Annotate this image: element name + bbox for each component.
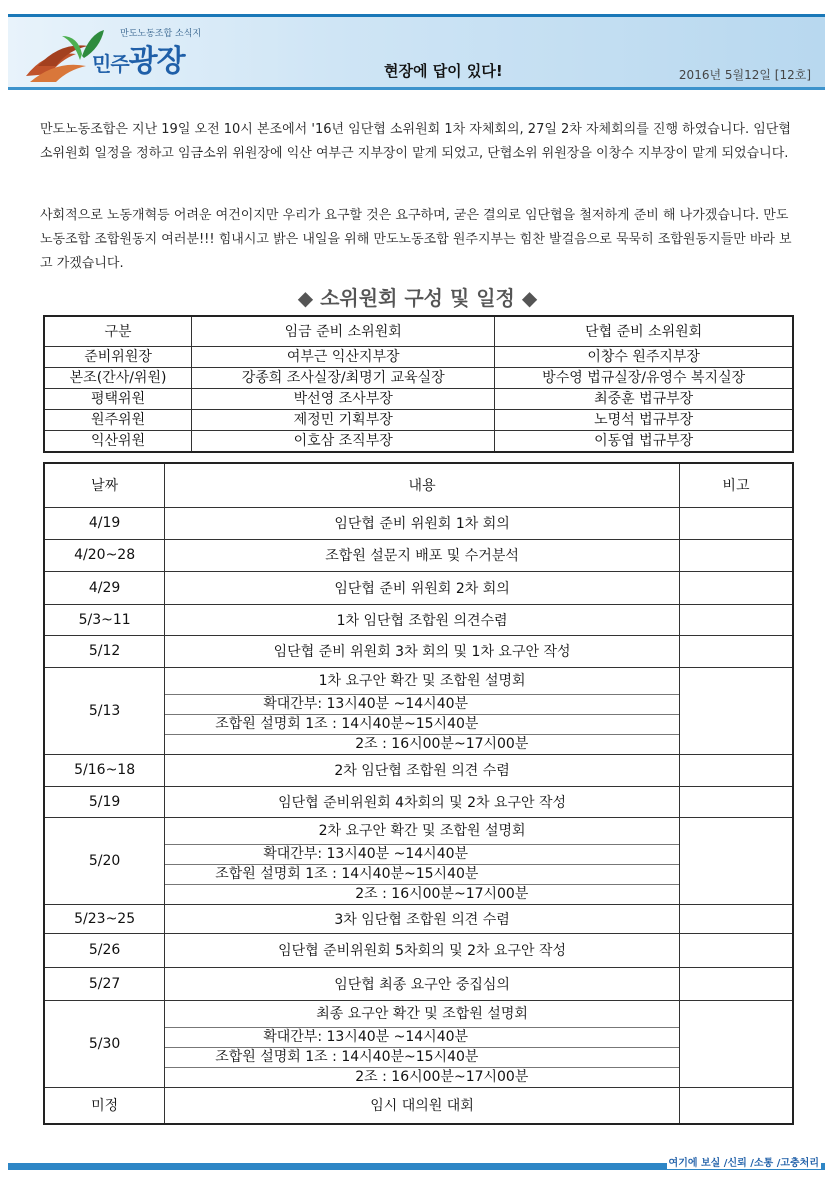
schedule-date: 5/19 <box>44 786 165 817</box>
schedule-header-cell: 비고 <box>679 463 793 507</box>
committee-cell: 이동엽 법규부장 <box>495 431 793 453</box>
committee-row <box>44 368 793 389</box>
schedule-row <box>44 539 793 571</box>
closing-paragraph: 사회적으로 노동개혁등 어려운 여건이지만 우리가 요구할 것은 요구하며, 굳은 결의로 임단협을 철저하게 준비 해 나가겠습니다. 만도노동조합 조합원동지 여러분!!! 힘내시고 밝은 내일을 위해 만도노동조합 원주지부는 힘찬 발걸음으로 묵묵히 조합원동지들만 바라 보고 가겠습니다. <box>40 208 792 271</box>
schedule-date: 4/19 <box>44 507 165 539</box>
schedule-row <box>44 786 793 817</box>
schedule-content-line: 확대간부: 13시40분 ~14시40분 <box>165 1028 679 1048</box>
issue-date: 2016년 5월12일 [12호] <box>678 68 811 82</box>
schedule-date: 5/20 <box>44 817 165 904</box>
schedule-content <box>165 667 680 754</box>
schedule-date: 5/13 <box>44 667 165 754</box>
schedule-content-line: 조합원 설명회 1조 : 14시40분~15시40분 <box>165 715 679 735</box>
committee-row <box>44 431 793 453</box>
schedule-note <box>679 507 793 539</box>
schedule-content-line: 조합원 설명회 1조 : 14시40분~15시40분 <box>165 865 679 885</box>
schedule-content: 임단협 최종 요구안 중집심의 <box>165 967 680 1000</box>
schedule-content-line: 2조 : 16시00분~17시00분 <box>355 735 529 752</box>
schedule-note <box>679 817 793 904</box>
schedule-content-line: 최종 요구안 확간 및 조합원 설명회 <box>165 1001 679 1028</box>
newsletter-header <box>8 14 825 90</box>
committee-row <box>44 410 793 431</box>
schedule-content: 임단협 준비 위원회 3차 회의 및 1차 요구안 작성 <box>165 635 680 667</box>
schedule-content: 임단협 준비위원회 5차회의 및 2차 요구안 작성 <box>165 933 680 967</box>
schedule-date: 5/30 <box>44 1000 165 1087</box>
schedule-date: 4/20~28 <box>44 539 165 571</box>
schedule-row <box>44 507 793 539</box>
header-title: 현장에 답이 있다! <box>384 62 503 80</box>
committee-header-cell: 단협 준비 소위원회 <box>495 316 793 347</box>
logo-subtitle: 만도노동조합 소식지 <box>120 29 202 39</box>
section-title: ◆ 소위원회 구성 및 일정 ◆ <box>297 286 538 310</box>
schedule-date: 미정 <box>44 1087 165 1124</box>
committee-header-cell: 구분 <box>44 316 192 347</box>
committee-cell: 익산위원 <box>44 431 192 453</box>
footer-slogan: 여기에 보실 /신뢰 /소통 /고충처리 <box>667 1154 821 1169</box>
schedule-content-line: 1차 요구안 확간 및 조합원 설명회 <box>165 668 679 695</box>
committee-row <box>44 389 793 410</box>
committee-cell: 준비위원장 <box>44 347 192 368</box>
schedule-note <box>679 539 793 571</box>
committee-cell: 강종희 조사실장/최명기 교육실장 <box>192 368 495 389</box>
schedule-note <box>679 667 793 754</box>
schedule-content-line: 조합원 설명회 1조 : 14시40분~15시40분 <box>165 1048 679 1068</box>
schedule-content-line: 2차 요구안 확간 및 조합원 설명회 <box>165 818 679 845</box>
schedule-date: 5/26 <box>44 933 165 967</box>
committee-cell: 박선영 조사부장 <box>192 389 495 410</box>
committee-row <box>44 347 793 368</box>
schedule-note <box>679 1087 793 1124</box>
schedule-note <box>679 967 793 1000</box>
schedule-content: 임단협 준비 위원회 1차 회의 <box>165 507 680 539</box>
header-top-rule <box>8 14 825 17</box>
schedule-row <box>44 604 793 635</box>
schedule-note <box>679 754 793 786</box>
schedule-row <box>44 817 793 904</box>
committee-cell: 원주위원 <box>44 410 192 431</box>
logo-wordmark <box>92 36 185 80</box>
committee-cell: 제정민 기획부장 <box>192 410 495 431</box>
logo-main-text: 광장 <box>128 44 185 79</box>
committee-cell: 여부근 익산지부장 <box>192 347 495 368</box>
header-bottom-rule <box>8 87 825 90</box>
committee-cell: 평택위원 <box>44 389 192 410</box>
schedule-note <box>679 1000 793 1087</box>
schedule-header-row <box>44 463 793 507</box>
committee-header-row <box>44 316 793 347</box>
schedule-row <box>44 667 793 754</box>
logo-prefix: 민주 <box>92 52 129 76</box>
schedule-note <box>679 571 793 604</box>
schedule-date: 5/3~11 <box>44 604 165 635</box>
committee-table <box>43 315 794 453</box>
committee-cell: 최중훈 법규부장 <box>495 389 793 410</box>
schedule-row <box>44 571 793 604</box>
schedule-date: 5/23~25 <box>44 904 165 933</box>
schedule-content-line: 확대간부: 13시40분 ~14시40분 <box>165 695 679 715</box>
schedule-content: 2차 임단협 조합원 의견 수렴 <box>165 754 680 786</box>
schedule-note <box>679 786 793 817</box>
schedule-content <box>165 817 680 904</box>
schedule-date: 4/29 <box>44 571 165 604</box>
intro-paragraph: 만도노동조합은 지난 19일 오전 10시 본조에서 '16년 임단협 소위원회 1차 자체회의, 27일 2차 자체회의를 진행 하였습니다. 임단협 소위원회 일정을 정하고 임금소위 위원장에 익산 여부근 지부장이 맡게 되었고, 단협소위 위원장을 이창수 지부장이 맡게 되었습니다. <box>40 122 791 161</box>
schedule-header-cell: 날짜 <box>44 463 165 507</box>
schedule-content-line: 2조 : 16시00분~17시00분 <box>355 1068 529 1085</box>
schedule-note <box>679 635 793 667</box>
schedule-content: 임시 대의원 대회 <box>165 1087 680 1124</box>
schedule-row <box>44 904 793 933</box>
schedule-date: 5/16~18 <box>44 754 165 786</box>
committee-cell: 방수영 법규실장/유영수 복지실장 <box>495 368 793 389</box>
schedule-content-line: 확대간부: 13시40분 ~14시40분 <box>165 845 679 865</box>
committee-cell: 노명석 법규부장 <box>495 410 793 431</box>
schedule-row <box>44 933 793 967</box>
schedule-content <box>165 1000 680 1087</box>
committee-cell: 이호삼 조직부장 <box>192 431 495 453</box>
schedule-content-line: 2조 : 16시00분~17시00분 <box>355 885 529 902</box>
schedule-date: 5/12 <box>44 635 165 667</box>
schedule-row <box>44 967 793 1000</box>
schedule-date: 5/27 <box>44 967 165 1000</box>
schedule-content: 3차 임단협 조합원 의견 수렴 <box>165 904 680 933</box>
schedule-content: 임단협 준비위원회 4차회의 및 2차 요구안 작성 <box>165 786 680 817</box>
schedule-row <box>44 1087 793 1124</box>
committee-header-cell: 임금 준비 소위원회 <box>192 316 495 347</box>
schedule-table <box>43 462 794 1125</box>
schedule-row <box>44 1000 793 1087</box>
schedule-note <box>679 904 793 933</box>
schedule-content: 임단협 준비 위원회 2차 회의 <box>165 571 680 604</box>
committee-cell: 본조(간사/위원) <box>44 368 192 389</box>
schedule-row <box>44 635 793 667</box>
schedule-note <box>679 604 793 635</box>
committee-cell: 이창수 원주지부장 <box>495 347 793 368</box>
schedule-note <box>679 933 793 967</box>
schedule-row <box>44 754 793 786</box>
schedule-content: 조합원 설문지 배포 및 수거분석 <box>165 539 680 571</box>
schedule-header-cell: 내용 <box>165 463 680 507</box>
schedule-content: 1차 임단협 조합원 의견수렴 <box>165 604 680 635</box>
